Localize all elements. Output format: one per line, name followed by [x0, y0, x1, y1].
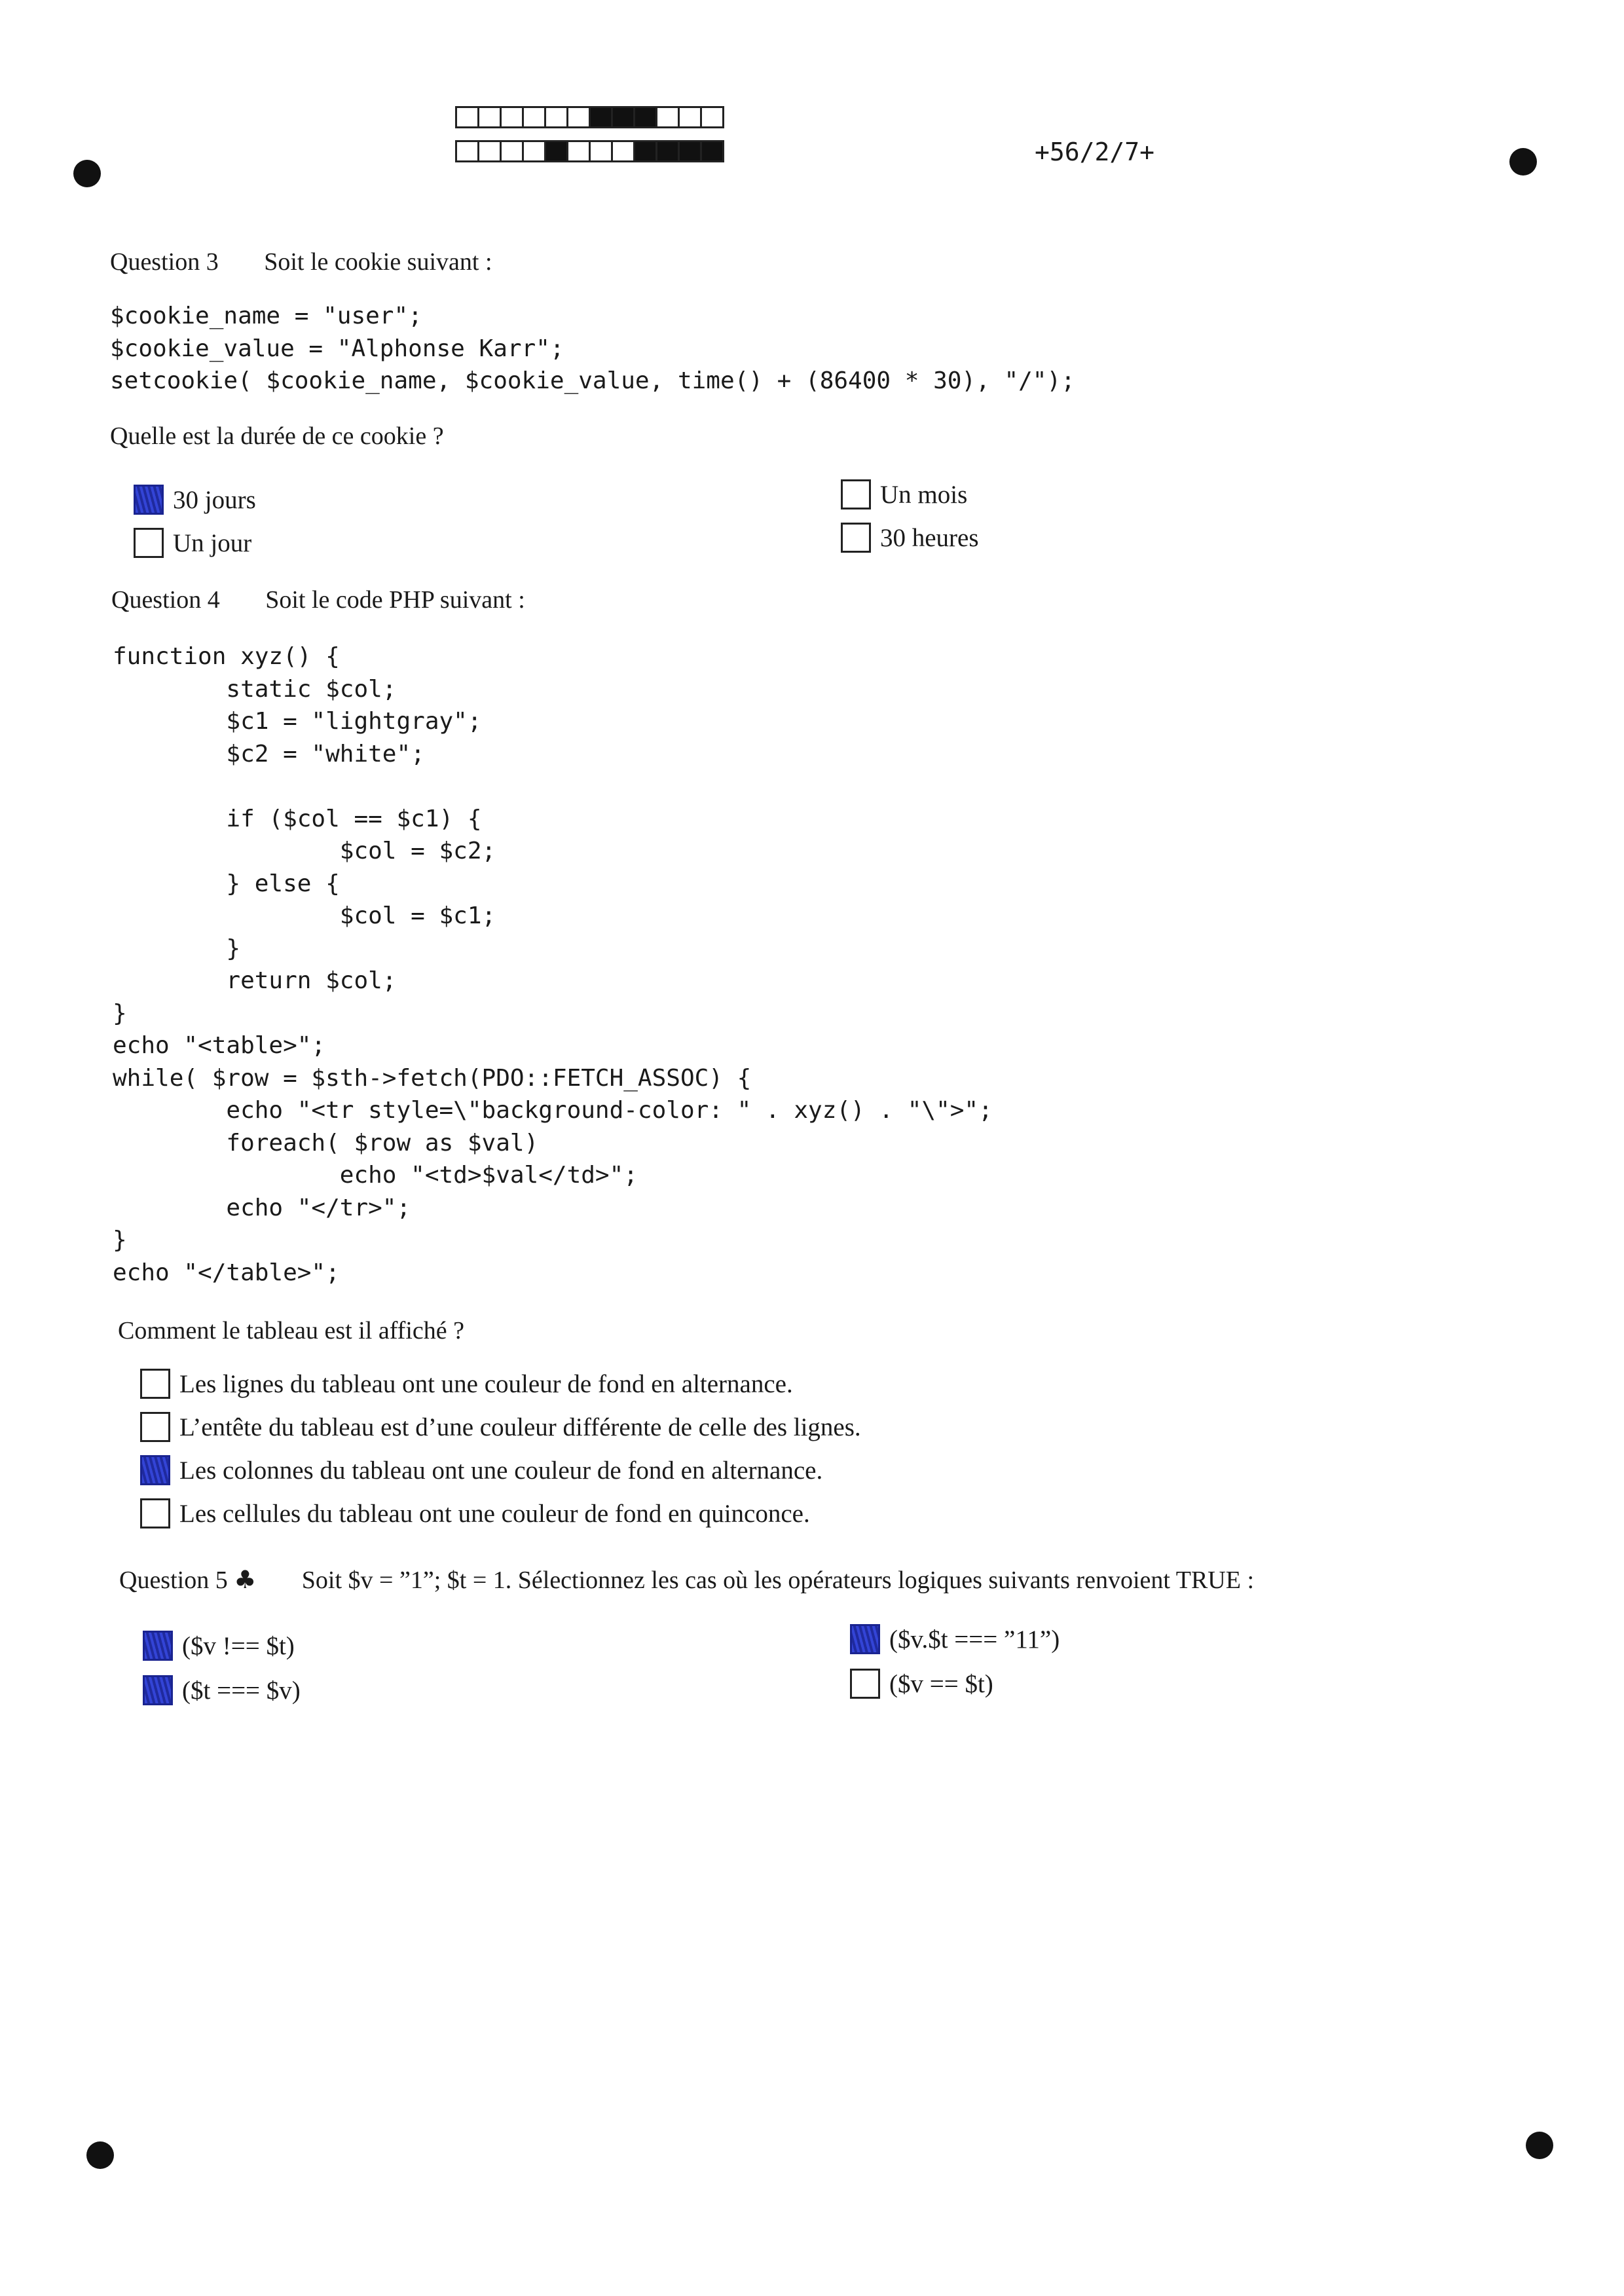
barcode-cell — [611, 106, 635, 128]
q3-option-label: 30 heures — [880, 523, 979, 552]
q5-option-checkbox[interactable] — [143, 1675, 173, 1705]
q4-option-entete[interactable] — [140, 1412, 861, 1442]
q3-option-checkbox[interactable] — [134, 528, 164, 558]
corner-mark-bottom-left — [86, 2141, 114, 2169]
corner-mark-bottom-right — [1526, 2132, 1553, 2159]
q3-option-30-jours[interactable] — [134, 485, 256, 515]
barcode-cell — [633, 106, 657, 128]
barcode-cell — [500, 140, 524, 162]
q3-option-checkbox[interactable] — [841, 523, 871, 553]
question-4-number: Question 4 — [111, 586, 220, 614]
q4-option-checkbox[interactable] — [140, 1369, 170, 1399]
corner-mark-top-right — [1509, 148, 1537, 176]
barcode-cell — [589, 106, 613, 128]
q4-option-label: L’entête du tableau est d’une couleur différente de celle des lignes. — [179, 1413, 861, 1441]
barcode-cell — [544, 106, 568, 128]
q4-option-checkbox[interactable] — [140, 1455, 170, 1485]
q4-option-label: Les lignes du tableau ont une couleur de fond en alternance. — [179, 1369, 793, 1398]
q5-option-v-notidentical-t[interactable] — [143, 1631, 295, 1661]
question-3-prompt: Quelle est la durée de ce cookie ? — [110, 422, 444, 450]
barcode-cell — [566, 106, 591, 128]
club-icon: ♣ — [234, 1565, 257, 1594]
page-id: +56/2/7+ — [1035, 138, 1155, 166]
barcode-cell — [655, 106, 680, 128]
q4-option-label: Les cellules du tableau ont une couleur de fond en quinconce. — [179, 1499, 810, 1528]
barcode-row-bottom — [455, 140, 722, 162]
barcode-cell — [633, 140, 657, 162]
question-5-intro: Soit $v = ”1”; $t = 1. Sélectionnez les cas où les opérateurs logiques suivants renvoient TRUE : — [301, 1566, 1255, 1594]
q5-option-label: ($v.$t === ”11”) — [889, 1625, 1060, 1654]
question-4-intro: Soit le code PHP suivant : — [265, 586, 525, 614]
question-3-header — [110, 248, 492, 276]
barcode-cell — [522, 140, 546, 162]
barcode-cell — [566, 140, 591, 162]
q3-option-checkbox[interactable] — [841, 479, 871, 509]
q4-option-checkbox[interactable] — [140, 1412, 170, 1442]
q3-option-un-mois[interactable] — [841, 479, 967, 509]
q4-option-checkbox[interactable] — [140, 1498, 170, 1528]
q5-option-label: ($v == $t) — [889, 1669, 993, 1698]
q4-option-cellules[interactable] — [140, 1498, 810, 1528]
q3-option-checkbox[interactable] — [134, 485, 164, 515]
q5-option-checkbox[interactable] — [850, 1624, 880, 1654]
q5-option-label: ($v !== $t) — [182, 1631, 295, 1660]
q4-option-colonnes[interactable] — [140, 1455, 822, 1485]
question-4-code: function xyz() { static $col; $c1 = "lightgray"; $c2 = "white"; if ($col == $c1) { $col = $c2; } else { $col = $c1; } return $col; } echo "<table>"; while( $row = $sth->fetch(PDO::FETCH_ASSOC) { echo "<tr style=\"background-color: " . xyz() . "\">"; foreach( $row as $val) echo "<td>$val</td>"; echo "</tr>"; } echo "</table>"; — [113, 643, 993, 1286]
barcode-cell — [522, 106, 546, 128]
q5-option-checkbox[interactable] — [143, 1631, 173, 1661]
barcode-cell — [455, 140, 479, 162]
q3-option-un-jour[interactable] — [134, 528, 251, 558]
q3-option-label: Un mois — [880, 480, 968, 509]
question-3-number: Question 3 — [110, 248, 219, 276]
question-4-header — [111, 585, 525, 614]
barcode-cell — [678, 106, 702, 128]
barcode-cell — [477, 106, 502, 128]
barcode-cell — [678, 140, 702, 162]
question-4-prompt: Comment le tableau est il affiché ? — [118, 1317, 464, 1344]
barcode-cell — [544, 140, 568, 162]
q5-option-v-equal-t[interactable] — [850, 1669, 993, 1699]
q4-option-label: Les colonnes du tableau ont une couleur de fond en alternance. — [179, 1456, 823, 1485]
q3-option-label: 30 jours — [173, 485, 256, 514]
q3-option-30-heures[interactable] — [841, 523, 979, 553]
barcode-cell — [700, 106, 724, 128]
question-5-number: Question 5 — [119, 1566, 228, 1594]
q3-option-label: Un jour — [173, 528, 252, 557]
question-5-header — [119, 1565, 1254, 1595]
q4-option-lignes[interactable] — [140, 1369, 793, 1399]
question-3-intro: Soit le cookie suivant : — [264, 248, 492, 276]
barcode-cell — [611, 140, 635, 162]
question-3-code: $cookie_name = "user"; $cookie_value = "Alphonse Karr"; setcookie( $cookie_name, $cookie_value, time() + (86400 * 30), "/"); — [110, 303, 1075, 394]
q5-option-concat-identical[interactable] — [850, 1624, 1060, 1654]
barcode-cell — [477, 140, 502, 162]
corner-mark-top-left — [73, 160, 101, 187]
barcode-cell — [500, 106, 524, 128]
barcode-cell — [700, 140, 724, 162]
barcode-cell — [589, 140, 613, 162]
q5-option-label: ($t === $v) — [182, 1676, 301, 1705]
barcode-cell — [655, 140, 680, 162]
barcode-cell — [455, 106, 479, 128]
barcode-row-top — [455, 106, 722, 128]
q5-option-checkbox[interactable] — [850, 1669, 880, 1699]
q5-option-t-identical-v[interactable] — [143, 1675, 301, 1705]
